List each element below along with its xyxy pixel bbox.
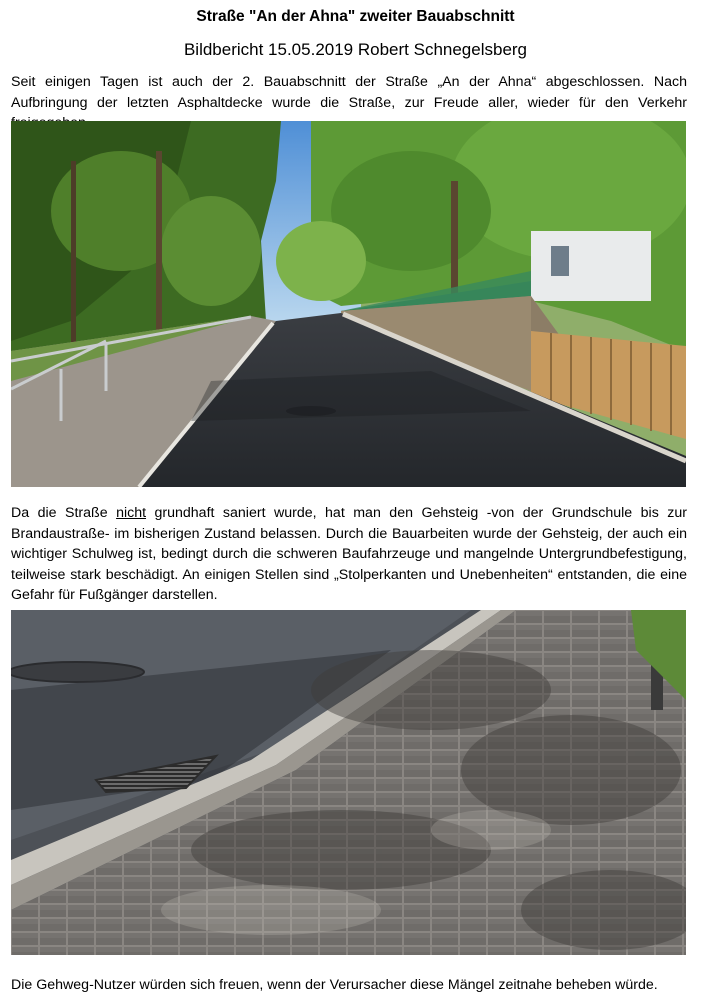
emphasis-nicht: nicht: [116, 505, 147, 521]
sidewalk-photo-illustration: [11, 610, 686, 955]
road-photo: [11, 121, 686, 487]
damage-paragraph: [11, 503, 687, 606]
document-title: Straße "An der Ahna" zweiter Bauabschnitt: [196, 8, 515, 25]
intro-paragraph: Seit einigen Tagen ist auch der 2. Bauabschnitt der Straße „An der Ahna“ abgeschlossen. Nach Aufbringung der letzten Asphaltdecke wurde die Straße, zur Freude aller, wieder für den Verkehr: [11, 74, 687, 111]
closing-paragraph: Die Gehweg-Nutzer würden sich freuen, wenn der Verursacher diese Mängel zeitnahe beheben würde.: [11, 977, 658, 993]
sidewalk-photo: [11, 610, 686, 955]
damage-paragraph-start: Da die Straße: [11, 505, 117, 521]
damage-paragraph-rest: grundhaft saniert wurde, hat man den Gehsteig -von der Grundschule bis zur Brandaustraße- im bisherigen Zustand belassen. Durch die Bauarbeiten wurde der Gehsteig, der auch ein wichtiger Schulweg ist, bedingt durch die schweren Baufahrzeuge und mangelnde Untergrundbefestigung, teilweise stark beschädigt. An einigen Stellen sind „Stolperkanten und Unebenheiten“ entstanden, die eine Gefahr für Fußgänger darstellen.: [11, 505, 687, 603]
document-subtitle: Bildbericht 15.05.2019 Robert Schnegelsberg: [183, 40, 528, 59]
road-photo-illustration: [11, 121, 686, 487]
